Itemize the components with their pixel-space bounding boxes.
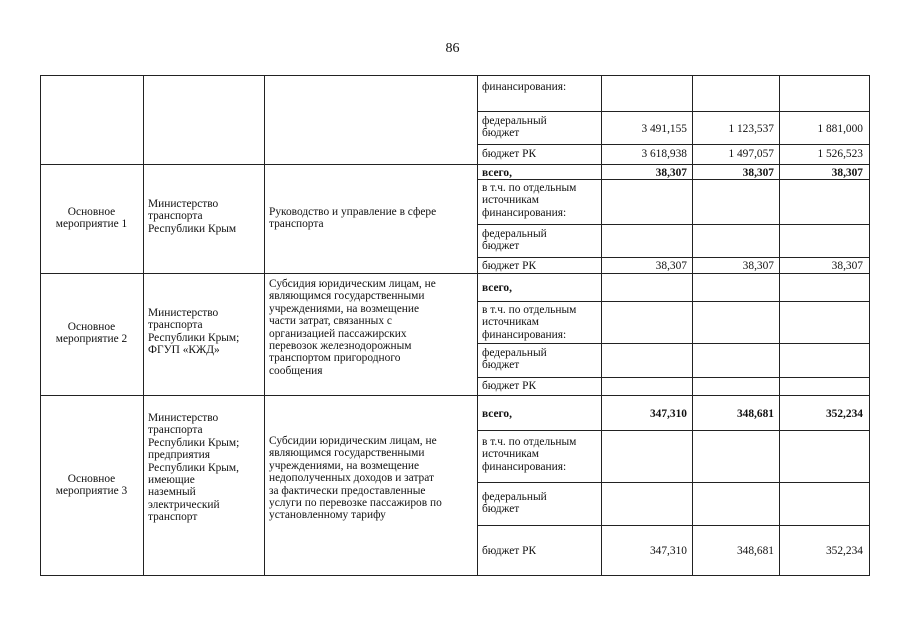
column-divider (143, 75, 144, 576)
event-name: Основное мероприятие 1 (55, 206, 128, 231)
federal-value-3: 1 881,000 (817, 123, 863, 135)
federal-value-1: 3 491,155 (641, 123, 687, 135)
total-value-1: 38,307 (655, 167, 687, 179)
rk-value-2: 348,681 (736, 545, 774, 557)
federal-budget-label: федеральный бюджет (482, 115, 547, 140)
table-border-bottom (40, 575, 870, 576)
rk-budget-label: бюджет РК (482, 260, 537, 272)
rk-value-2: 1 497,057 (728, 148, 774, 160)
executor: Министерство транспорта Республики Крым; ФГУП «КЖД» (148, 307, 240, 357)
description: Руководство и управление в сфере транспорта (269, 206, 437, 231)
rk-value-1: 3 618,938 (641, 148, 687, 160)
column-divider (601, 75, 602, 576)
federal-budget-label: федеральный бюджет (482, 228, 547, 253)
column-divider (477, 75, 478, 576)
column-divider (692, 75, 693, 576)
federal-value-2: 1 123,537 (728, 123, 774, 135)
total-label: всего, (482, 282, 512, 294)
rk-budget-label: бюджет РК (482, 380, 537, 392)
row-divider (477, 377, 870, 378)
block-divider (40, 273, 870, 274)
description: Субсидия юридическим лицам, не являющимся государственными учреждениями, на возмещение части затрат, связанных с организацией пассажирских перевозок железнодорожным транспортом пригородного сообщения (269, 278, 436, 377)
federal-budget-label: федеральный бюджет (482, 491, 547, 516)
row-divider (477, 430, 870, 431)
column-divider (779, 75, 780, 576)
executor: Министерство транспорта Республики Крым (148, 198, 237, 235)
total-value-2: 38,307 (742, 167, 774, 179)
total-value-3: 38,307 (831, 167, 863, 179)
column-divider (264, 75, 265, 576)
rk-value-1: 38,307 (655, 260, 687, 272)
table-border-top (40, 75, 870, 76)
total-label: всего, (482, 167, 512, 179)
financing-label: финансирования: (482, 81, 567, 93)
row-divider (477, 111, 870, 112)
description: Субсидии юридическим лицам, не являющимся государственными учреждениями, на возмещение недополученных доходов и затрат за фактически предоставленные услуги по перевозке пассажиров по установленному тарифу (269, 435, 442, 522)
row-divider (477, 257, 870, 258)
total-value-2: 348,681 (736, 408, 774, 420)
total-label: всего, (482, 408, 512, 420)
row-divider (477, 343, 870, 344)
federal-budget-label: федеральный бюджет (482, 347, 547, 372)
event-name: Основное мероприятие 3 (55, 473, 128, 498)
rk-value-3: 38,307 (831, 260, 863, 272)
block-divider (40, 395, 870, 396)
executor: Министерство транспорта Республики Крым; предприятия Республики Крым, имеющие наземный электрический транспорт (148, 412, 240, 524)
event-name: Основное мероприятие 2 (55, 321, 128, 346)
row-divider (477, 301, 870, 302)
rk-value-3: 352,234 (825, 545, 863, 557)
rk-budget-label: бюджет РК (482, 545, 537, 557)
rk-budget-label: бюджет РК (482, 148, 537, 160)
page-number: 86 (445, 41, 460, 56)
rk-value-1: 347,310 (649, 545, 687, 557)
row-divider (477, 482, 870, 483)
total-value-3: 352,234 (825, 408, 863, 420)
table-border-right (869, 75, 870, 576)
budget-table (40, 75, 870, 576)
rk-value-2: 38,307 (742, 260, 774, 272)
row-divider (477, 525, 870, 526)
row-divider (477, 224, 870, 225)
sources-label: в т.ч. по отдельным источникам финансирования: (482, 182, 577, 219)
row-divider (477, 144, 870, 145)
sources-label: в т.ч. по отдельным источникам финансирования: (482, 304, 577, 341)
rk-value-3: 1 526,523 (817, 148, 863, 160)
sources-label: в т.ч. по отдельным источникам финансирования: (482, 436, 577, 473)
total-value-1: 347,310 (649, 408, 687, 420)
block-divider (40, 164, 870, 165)
